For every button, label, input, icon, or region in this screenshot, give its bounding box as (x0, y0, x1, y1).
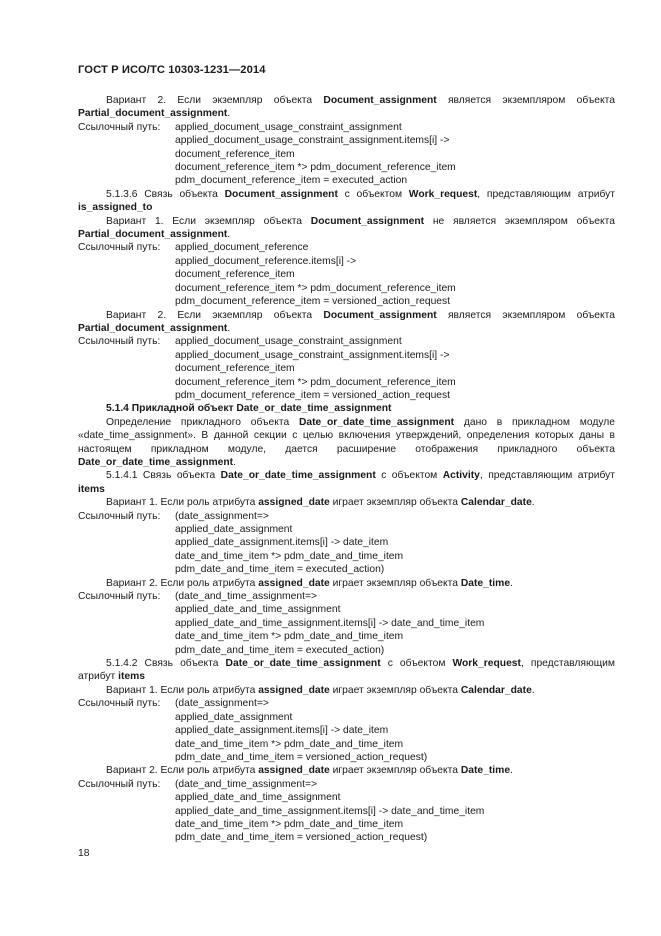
paragraph: Вариант 2. Если роль атрибута assigned_date играет экземпляр объекта Date_time. (106, 765, 513, 777)
reference-path-label: Ссылочный путь: (78, 591, 161, 603)
reference-path (78, 590, 615, 657)
reference-path-label: Ссылочный путь: (78, 698, 161, 710)
reference-path-label: Ссылочный путь: (78, 336, 161, 348)
reference-path-line: applied_document_usage_constraint_assignment (175, 336, 402, 348)
reference-path-line: applied_document_usage_constraint_assignment (175, 121, 402, 133)
reference-path-line: (date_assignment=> (175, 698, 269, 710)
reference-path-label: Ссылочный путь: (78, 510, 161, 522)
reference-path-line: applied_date_assignment (175, 524, 293, 535)
reference-path-line: pdm_date_and_time_item = versioned_action_request) (175, 751, 428, 763)
paragraph: 5.1.4.2 Связь объекта Date_or_date_time_assignment с объектом Work_request, представляющим атрибут items (78, 658, 616, 683)
paragraph: Вариант 1. Если роль атрибута assigned_date играет экземпляр объекта Calendar_date. (106, 684, 535, 696)
reference-path-label: Ссылочный путь: (78, 242, 161, 254)
reference-path-line: document_reference_item *> pdm_document_reference_item (175, 162, 456, 174)
document-body (78, 94, 615, 845)
paragraph: 5.1.4 Прикладной объект Date_or_date_time_assignment (106, 403, 392, 415)
reference-path-line: document_reference_item *> pdm_document_reference_item (175, 376, 456, 388)
reference-path (78, 778, 615, 845)
paragraph: Определение прикладного объекта Date_or_date_time_assignment дано в прикладном модуле «date_time_assignment». В данной секции с целью включения утверждений, определения которых даны в настоящем прикладном модуле, дается расширение отображения прикладного объекта Date_or_date_time_assignment. (78, 416, 616, 468)
reference-path-line: document_reference_item (175, 148, 295, 160)
reference-path (78, 241, 615, 308)
reference-path-line: applied_date_assignment.items[i] -> date_item (175, 725, 389, 737)
paragraph: Вариант 2. Если экземпляр объекта Document_assignment является экземпляром объекта Partial_document_assignment. (78, 95, 615, 120)
paragraph: 5.1.4.1 Связь объекта Date_or_date_time_assignment с объектом Activity, представляющим атрибут items (78, 470, 615, 495)
reference-path-line: date_and_time_item *> pdm_date_and_time_item (175, 818, 404, 830)
reference-path-line: document_reference_item (175, 269, 295, 281)
paragraph: 5.1.3.6 Связь объекта Document_assignment с объектом Work_request, представляющим атрибут is_assigned_to (78, 188, 615, 214)
reference-path-line: applied_date_assignment (175, 711, 293, 723)
reference-path-label: Ссылочный путь: (78, 121, 161, 133)
reference-path-line: applied_date_assignment.items[i] -> date_item (175, 537, 389, 549)
reference-path-line: document_reference_item *> pdm_document_reference_item (175, 282, 456, 294)
reference-path-line: applied_date_and_time_assignment (175, 604, 341, 616)
paragraph: Вариант 1. Если экземпляр объекта Document_assignment не является экземпляром объекта Partial_document_assignment. (78, 215, 615, 241)
reference-path-line: date_and_time_item *> pdm_date_and_time_item (175, 631, 404, 643)
reference-path-line: (date_and_time_assignment=> (175, 778, 317, 790)
reference-path (78, 335, 615, 402)
reference-path-line: pdm_date_and_time_item = versioned_action_request) (175, 832, 428, 844)
reference-path (78, 510, 615, 577)
reference-path-line: date_and_time_item *> pdm_date_and_time_item (175, 550, 404, 562)
reference-path-line: applied_date_and_time_assignment.items[i] -> date_and_time_item (175, 617, 485, 629)
paragraph: Вариант 1. Если роль атрибута assigned_date играет экземпляр объекта Calendar_date. (106, 497, 535, 509)
reference-path-line: pdm_document_reference_item = versioned_action_request (175, 296, 451, 308)
reference-path (78, 121, 615, 188)
reference-path-line: applied_date_and_time_assignment (175, 792, 341, 804)
reference-path-line: applied_document_reference.items[i] -> (175, 255, 357, 267)
reference-path-line: applied_document_usage_constraint_assignment.items[i] -> (175, 135, 450, 147)
reference-path (78, 697, 615, 764)
reference-path-label: Ссылочный путь: (78, 778, 161, 790)
reference-path-line: date_and_time_item *> pdm_date_and_time_item (175, 738, 404, 750)
reference-path-line: pdm_date_and_time_item = executed_action) (175, 644, 385, 656)
reference-path-line: applied_document_usage_constraint_assignment.items[i] -> (175, 349, 450, 361)
reference-path-line: (date_and_time_assignment=> (175, 591, 317, 603)
reference-path-line: document_reference_item (175, 363, 295, 375)
reference-path-line: applied_date_and_time_assignment.items[i] -> date_and_time_item (175, 805, 485, 817)
reference-path-line: applied_document_reference (175, 242, 309, 254)
reference-path-line: (date_assignment=> (175, 510, 269, 522)
reference-path-line: pdm_document_reference_item = executed_action (175, 175, 408, 187)
page-number: 18 (78, 848, 90, 859)
reference-path-line: pdm_date_and_time_item = executed_action) (175, 564, 385, 576)
document-header: ГОСТ Р ИСО/ТС 10303-1231—2014 (78, 64, 266, 76)
reference-path-line: pdm_document_reference_item = versioned_action_request (175, 389, 451, 401)
paragraph: Вариант 2. Если роль атрибута assigned_date играет экземпляр объекта Date_time. (106, 577, 513, 589)
paragraph: Вариант 2. Если экземпляр объекта Document_assignment является экземпляром объекта Partial_document_assignment. (78, 309, 615, 334)
